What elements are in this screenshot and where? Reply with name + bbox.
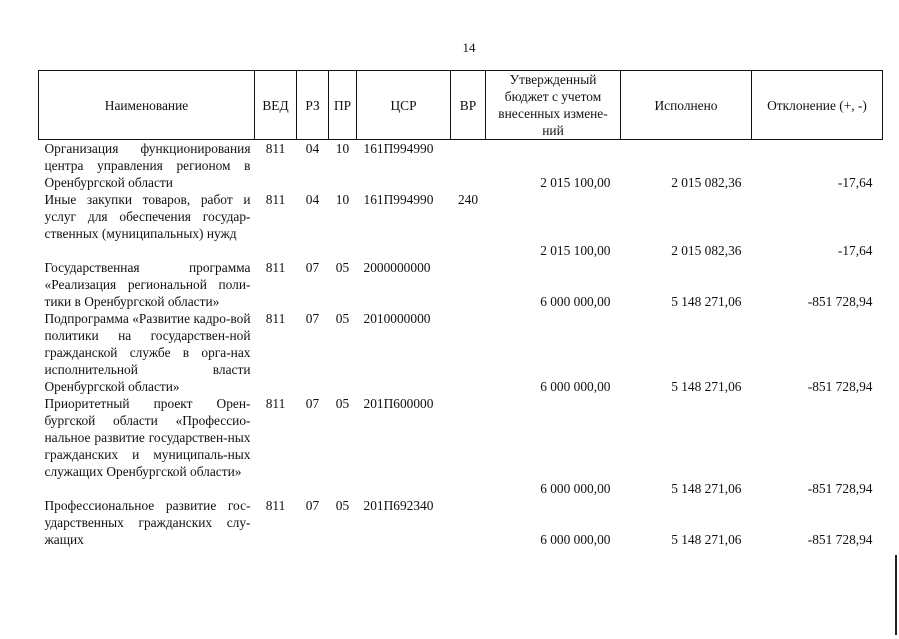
row-name: Иные закупки товаров, работ и услуг для обеспечения государ-ственных (муниципальных) нужд (44, 192, 251, 241)
row-csr: 2000000000 (363, 260, 431, 275)
table-header-row (39, 71, 883, 140)
row-csr: 161П994990 (363, 192, 434, 207)
table-row (39, 497, 883, 548)
row-name: Профессиональное развитие гос-ударственных гражданских слу-жащих (44, 498, 251, 547)
row-executed: 5 148 271,06 (671, 481, 742, 496)
table-row (39, 259, 883, 310)
row-pr: 05 (335, 396, 350, 411)
row-executed: 5 148 271,06 (671, 532, 742, 547)
row-ved: 811 (265, 311, 286, 326)
row-rz: 07 (305, 260, 320, 275)
row-rz: 04 (305, 141, 320, 156)
row-ved: 811 (265, 498, 286, 513)
row-vr (451, 395, 486, 497)
row-pr: 10 (335, 192, 350, 207)
table-row (39, 191, 883, 259)
row-name: Приоритетный проект Орен-бургской области «Профессио-нальное развитие государствен-ных гражданских и муниципаль-ных служащих Оренбургской области» (44, 396, 251, 479)
header-rz: РЗ (297, 71, 329, 140)
row-pr: 10 (335, 141, 350, 156)
row-ved: 811 (265, 192, 286, 207)
row-budget: 6 000 000,00 (540, 294, 611, 309)
header-budget: Утвержденный бюджет с учетом внесенных измене-ний (486, 71, 621, 140)
row-ved: 811 (265, 141, 286, 156)
row-vr (451, 310, 486, 395)
table-row (39, 310, 883, 395)
row-budget: 2 015 100,00 (540, 175, 611, 190)
row-vr (451, 259, 486, 310)
row-rz: 07 (305, 498, 320, 513)
header-name: Наименование (39, 71, 255, 140)
row-name: Организация функционирования центра управления регионом в Оренбургской области (44, 141, 251, 190)
row-csr: 201П692340 (363, 498, 434, 513)
row-name: Подпрограмма «Развитие кадро-вой политики на государствен-ной гражданской службе в орга-нах исполнительной власти Оренбургской области» (44, 311, 251, 394)
row-deviation: -17,64 (837, 175, 873, 190)
table-row (39, 140, 883, 192)
row-rz: 04 (305, 192, 320, 207)
table-row (39, 395, 883, 497)
row-executed: 5 148 271,06 (671, 294, 742, 309)
row-executed: 2 015 082,36 (671, 243, 742, 258)
row-csr: 2010000000 (363, 311, 431, 326)
row-budget: 6 000 000,00 (540, 481, 611, 496)
row-ved: 811 (265, 396, 286, 411)
row-deviation: -17,64 (837, 243, 873, 258)
row-name: Государственная программа «Реализация региональной поли-тики в Оренбургской области» (44, 260, 251, 309)
row-csr: 201П600000 (363, 396, 434, 411)
header-deviation: Отклонение (+, -) (752, 71, 883, 140)
row-csr: 161П994990 (363, 141, 434, 156)
header-csr: ЦСР (357, 71, 451, 140)
row-budget: 6 000 000,00 (540, 379, 611, 394)
header-vr: ВР (451, 71, 486, 140)
row-deviation: -851 728,94 (807, 294, 873, 309)
row-rz: 07 (305, 396, 320, 411)
row-pr: 05 (335, 260, 350, 275)
row-ved: 811 (265, 260, 286, 275)
row-deviation: -851 728,94 (807, 532, 873, 547)
row-rz: 07 (305, 311, 320, 326)
scan-edge-mark (895, 555, 897, 635)
header-ved: ВЕД (255, 71, 297, 140)
row-deviation: -851 728,94 (807, 481, 873, 496)
header-executed: Исполнено (621, 71, 752, 140)
budget-execution-table (38, 70, 883, 548)
row-budget: 6 000 000,00 (540, 532, 611, 547)
page-number: 14 (462, 40, 476, 55)
row-pr: 05 (335, 498, 350, 513)
row-executed: 5 148 271,06 (671, 379, 742, 394)
row-budget: 2 015 100,00 (540, 243, 611, 258)
row-deviation: -851 728,94 (807, 379, 873, 394)
row-vr (451, 140, 486, 192)
header-pr: ПР (329, 71, 357, 140)
row-executed: 2 015 082,36 (671, 175, 742, 190)
row-vr: 240 (457, 192, 479, 207)
row-vr (451, 497, 486, 548)
row-pr: 05 (335, 311, 350, 326)
